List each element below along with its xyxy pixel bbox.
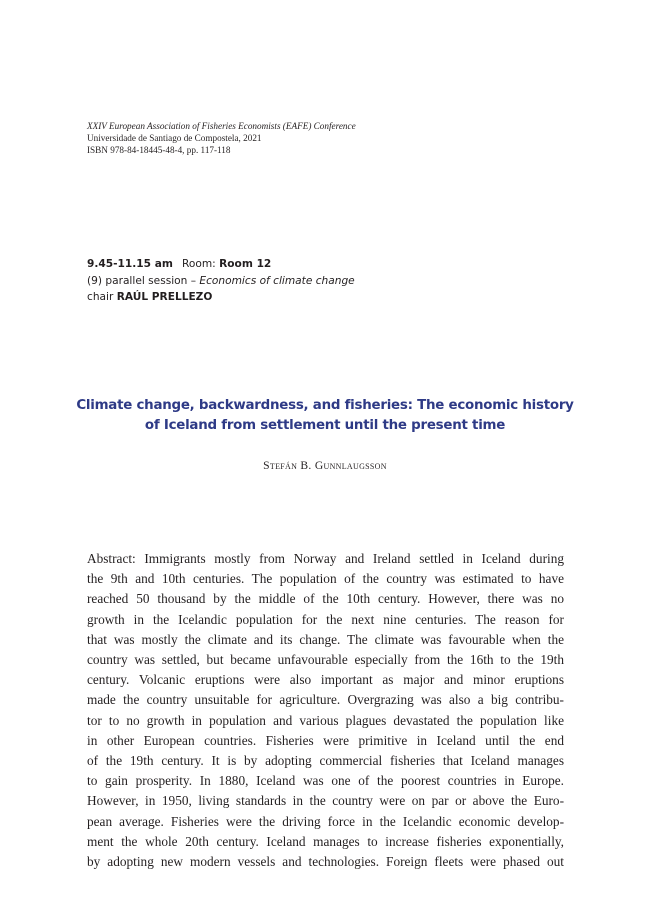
session-info (87, 256, 355, 306)
room-label: Room: (182, 258, 216, 270)
abstract-text (87, 549, 564, 872)
abstract-line: to gain prosperity. In 1880, Iceland was one of the poorest countries in Europe. (87, 773, 564, 789)
abstract-line: However, in 1950, living standards in the country were on par or above the Euro- (87, 793, 564, 809)
abstract-line: the 9th and 10th centuries. The population of the country was estimated to have (87, 571, 564, 587)
chair-line (87, 289, 355, 306)
paper-author: Stefán B. Gunnlaugsson (263, 459, 387, 472)
abstract-line: pean average. Fisheries were the driving force in the Icelandic economic develop- (87, 813, 564, 829)
chair-name: RAÚL PRELLEZO (116, 291, 213, 303)
chair-label: chair (87, 291, 114, 303)
abstract-line: that was mostly the climate and its change. The climate was favourable when the (87, 631, 564, 647)
paper-title (60, 396, 590, 436)
room-value: Room 12 (219, 258, 272, 270)
session-time-room (87, 256, 355, 273)
abstract-line: Abstract: Immigrants mostly from Norway and Ireland settled in Iceland during (87, 551, 564, 566)
paper-title-line-1: Climate change, backwardness, and fisheries: The economic history (76, 398, 574, 413)
abstract-line: century. Volcanic eruptions were also important as major and minor eruptions (87, 672, 564, 688)
session-time: 9.45-11.15 am (87, 258, 173, 270)
abstract-line: growth in the Icelandic population for the next nine centuries. The reason for (87, 611, 564, 627)
conference-name: XXIV European Association of Fisheries Economists (EAFE) Conference (87, 121, 356, 131)
abstract-line: in other European countries. Fisheries were primitive in Iceland until the end (87, 732, 564, 748)
publisher-line: Universidade de Santiago de Compostela, 2021 (87, 133, 262, 143)
abstract-line: country was settled, but became unfavourable especially from the 16th to the 19th (87, 652, 564, 668)
parallel-session-prefix: (9) parallel session – (87, 274, 197, 287)
publication-header (87, 120, 356, 156)
abstract-line: ment the whole 20th century. Iceland manages to increase fisheries exponentially, (87, 833, 564, 849)
isbn-line: ISBN 978-84-18445-48-4, pp. 117-118 (87, 145, 231, 155)
parallel-session-topic: Economics of climate change (199, 274, 355, 287)
abstract-line: reached 50 thousand by the middle of the 10th century. However, there was no (87, 591, 564, 607)
abstract-line: made the country unsuitable for agriculture. Overgrazing was also a big contribu- (87, 692, 564, 708)
parallel-session-line (87, 273, 355, 290)
abstract-line: tor to no growth in population and various plagues devastated the population like (87, 712, 564, 728)
paper-title-line-2: of Iceland from settlement until the present time (144, 418, 506, 433)
abstract-line: of the 19th century. It is by adopting commercial fisheries that Iceland manages (87, 753, 564, 769)
abstract-line: by adopting new modern vessels and technologies. Foreign fleets were phased out (87, 854, 564, 870)
